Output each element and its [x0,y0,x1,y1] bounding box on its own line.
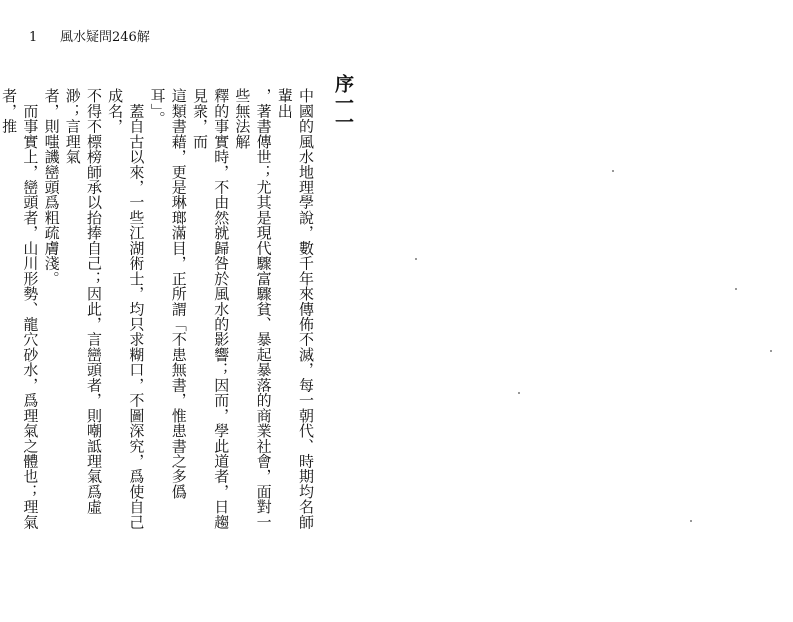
book-title: 風水疑問246解 [60,30,150,45]
text-column: 而事實上，巒頭者，山川形勢、龍穴砂水，爲理氣之體也；理氣者，推 [0,88,40,530]
text-column: 釋的事實時，不由然就歸咎於風水的影響；因而，學此道者，日趨見衆，而 [190,88,231,530]
scan-speck [735,288,737,290]
text-column: 者，則嗤譏巒頭爲粗疏膚淺。 [42,88,61,286]
page-number: 1 [29,30,38,45]
text-column: ，著書傳世；尤其是現代驟富驟貧、暴起暴落的商業社會，面對一些無法解 [233,88,273,530]
preface-title: 序一一 [332,74,354,131]
text-column: 這類書藉，更是琳瑯滿目，正所謂「不患無書，惟患書之多僞耳」。 [148,88,188,499]
scan-speck [770,350,772,352]
scan-speck [518,392,520,394]
text-column: 蓋自古以來，一些江湖術士，均只求糊口，不圖深究，爲使自己成名， [106,88,146,530]
preface-body [0,88,316,533]
scan-speck [612,170,614,172]
scan-speck [415,258,417,260]
text-column: 中國的風水地理學說，數千年來傳佈不滅，每一朝代、時期均名師輩出 [275,88,315,530]
text-column: 不得不標榜師承以抬捧自己；因此，言巒頭者，則嘲詆理氣爲虛渺；言理氣 [63,88,103,515]
scan-speck [690,520,692,522]
